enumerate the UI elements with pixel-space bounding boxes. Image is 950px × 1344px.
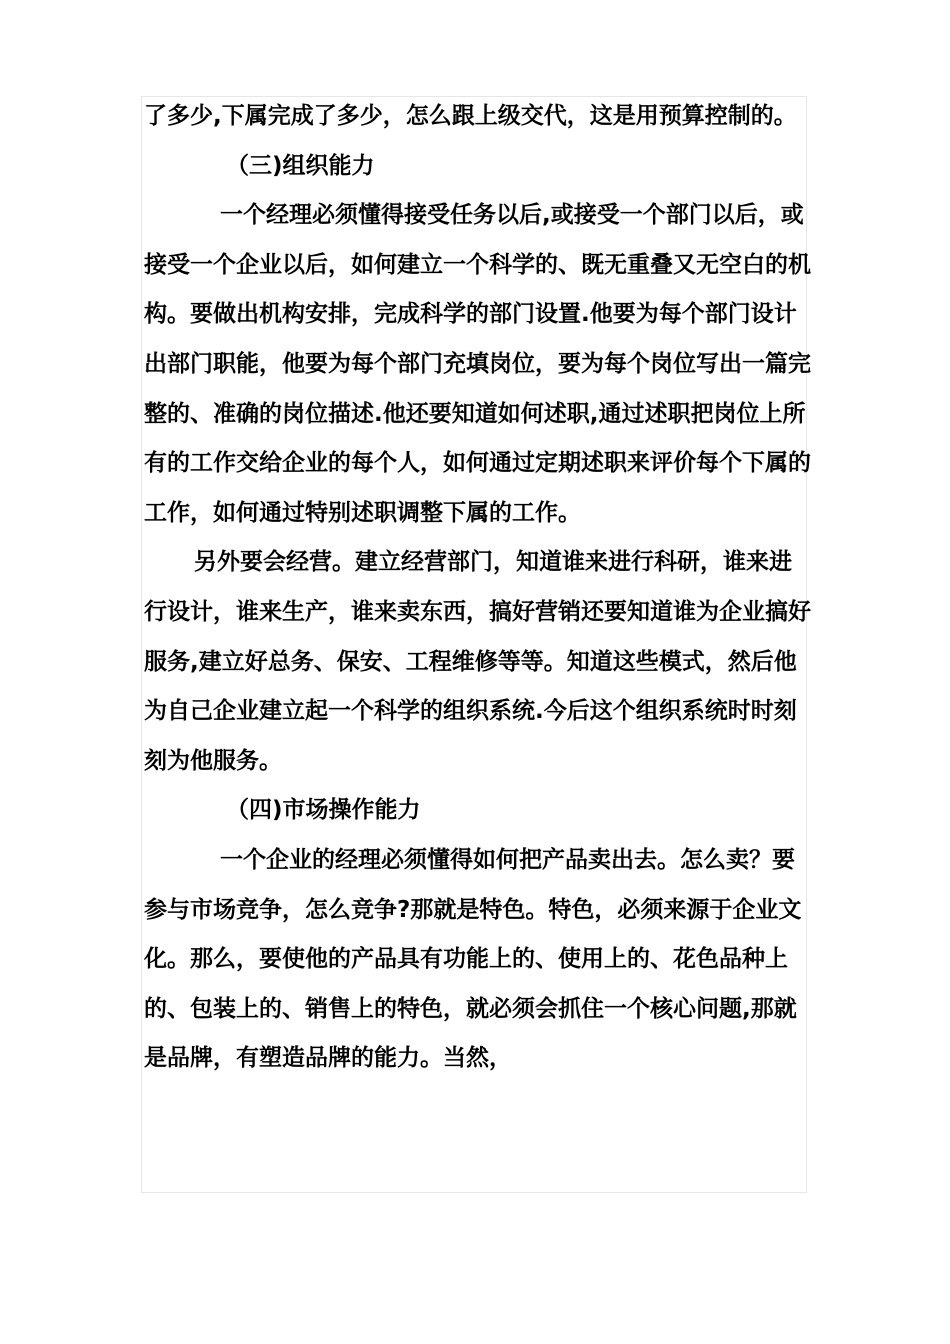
- paragraph-market: 一个企业的经理必须懂得如何把产品卖出去。怎么卖？要参与市场竞争，怎么竞争?那就是特色。特色，必须来源于企业文化。那么，要使他的产品具有功能上的、使用上的、花色品种上的、包装上的、销售上的特色，就必须会抓住一个核心问题,那就是品牌，有塑造品牌的能力。当然，: [144, 846, 802, 1072]
- section-heading-market: （四)市场操作能力: [226, 797, 421, 824]
- document-body: [144, 92, 814, 1084]
- paragraph-organization: 一个经理必须懂得接受任务以后,或接受一个部门以后，或接受一个企业以后，如何建立一个科学的、既无重叠又无空白的机构。要做出机构安排，完成科学的部门设置.他要为每个部门设计出部门职能，他要为每个部门充填岗位，要为每个岗位写出一篇完整的、准确的岗位描述.他还要知道如何述职,通过述职把岗位上所有的工作交给企业的每个人，如何通过定期述职来评价每个下属的工作，如何通过特别述职调整下属的工作。: [144, 202, 811, 526]
- paragraph-budget-control: 了多少,下属完成了多少，怎么跟上级交代，这是用预算控制的。: [144, 103, 797, 129]
- paragraph-operations: 另外要会经营。建立经营部门，知道谁来进行科研，谁来进行设计，谁来生产，谁来卖东西，搞好营销还要知道谁为企业搞好服务,建立好总务、保安、工程维修等等。知道这些模式，然后他为自己企业建立起一个科学的组织系统.今后这个组织系统时时刻刻为他服务。: [144, 549, 811, 774]
- section-heading-organization: （三)组织能力: [226, 152, 375, 179]
